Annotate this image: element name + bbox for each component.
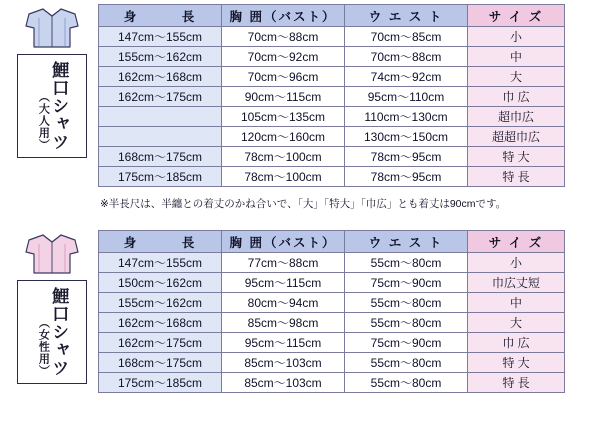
cell-bust: 70cm〜88cm bbox=[222, 27, 345, 47]
table-row bbox=[99, 47, 565, 67]
cell-bust: 95cm〜115cm bbox=[222, 273, 345, 293]
table-row bbox=[99, 107, 565, 127]
cell-height bbox=[99, 107, 222, 127]
cell-height bbox=[99, 127, 222, 147]
cell-bust: 78cm〜100cm bbox=[222, 167, 345, 187]
cell-bust: 120cm〜160cm bbox=[222, 127, 345, 147]
table-row bbox=[99, 127, 565, 147]
table-row bbox=[99, 67, 565, 87]
shirt-blue-icon bbox=[21, 6, 83, 50]
cell-size: 超超巾広 bbox=[468, 127, 565, 147]
col-header-waist: ウ エ ス ト bbox=[345, 231, 468, 253]
cell-size: 巾 広 bbox=[468, 87, 565, 107]
table-header-row bbox=[99, 5, 565, 27]
cell-size: 小 bbox=[468, 27, 565, 47]
cell-bust: 70cm〜96cm bbox=[222, 67, 345, 87]
cell-bust: 95cm〜115cm bbox=[222, 333, 345, 353]
cell-size: 巾広丈短 bbox=[468, 273, 565, 293]
cell-size: 特 長 bbox=[468, 167, 565, 187]
cell-height: 175cm〜185cm bbox=[99, 167, 222, 187]
ladies-title-main: 鯉口シャツ bbox=[49, 287, 69, 377]
col-header-bust: 胸 囲（バスト） bbox=[222, 5, 345, 27]
adult-title-box bbox=[17, 54, 87, 158]
cell-waist: 95cm〜110cm bbox=[345, 87, 468, 107]
cell-waist: 70cm〜85cm bbox=[345, 27, 468, 47]
shirt-pink-icon bbox=[21, 232, 83, 276]
cell-height: 162cm〜168cm bbox=[99, 313, 222, 333]
cell-size: 中 bbox=[468, 47, 565, 67]
table-row bbox=[99, 167, 565, 187]
adult-title-sub: （大人用） bbox=[37, 91, 50, 151]
cell-height: 147cm〜155cm bbox=[99, 253, 222, 273]
col-header-waist: ウ エ ス ト bbox=[345, 5, 468, 27]
ladies-label-column bbox=[6, 230, 98, 384]
cell-height: 162cm〜168cm bbox=[99, 67, 222, 87]
col-header-size: サ イ ズ bbox=[468, 5, 565, 27]
table-row bbox=[99, 293, 565, 313]
col-header-bust: 胸 囲（バスト） bbox=[222, 231, 345, 253]
table-header-row bbox=[99, 231, 565, 253]
cell-waist: 78cm〜95cm bbox=[345, 147, 468, 167]
cell-waist: 55cm〜80cm bbox=[345, 313, 468, 333]
cell-size: 特 大 bbox=[468, 353, 565, 373]
footnote: ※半長尺は、半纏との着丈のかね合いで、「大」「特大」「巾広」とも着丈は90cmです。 bbox=[100, 198, 507, 210]
cell-waist: 55cm〜80cm bbox=[345, 253, 468, 273]
table-row bbox=[99, 273, 565, 293]
cell-height: 162cm〜175cm bbox=[99, 333, 222, 353]
table-row bbox=[99, 353, 565, 373]
cell-height: 168cm〜175cm bbox=[99, 353, 222, 373]
table-row bbox=[99, 147, 565, 167]
cell-size: 中 bbox=[468, 293, 565, 313]
cell-height: 147cm〜155cm bbox=[99, 27, 222, 47]
table-row bbox=[99, 373, 565, 393]
col-header-size: サ イ ズ bbox=[468, 231, 565, 253]
ladies-title-box bbox=[17, 280, 87, 384]
table-row bbox=[99, 253, 565, 273]
cell-bust: 85cm〜98cm bbox=[222, 313, 345, 333]
cell-height: 168cm〜175cm bbox=[99, 147, 222, 167]
cell-size: 巾 広 bbox=[468, 333, 565, 353]
cell-height: 155cm〜162cm bbox=[99, 293, 222, 313]
cell-bust: 105cm〜135cm bbox=[222, 107, 345, 127]
cell-size: 超巾広 bbox=[468, 107, 565, 127]
cell-waist: 75cm〜90cm bbox=[345, 333, 468, 353]
cell-waist: 55cm〜80cm bbox=[345, 293, 468, 313]
cell-bust: 85cm〜103cm bbox=[222, 373, 345, 393]
cell-waist: 55cm〜80cm bbox=[345, 373, 468, 393]
cell-size: 特 長 bbox=[468, 373, 565, 393]
cell-waist: 78cm〜95cm bbox=[345, 167, 468, 187]
adult-title-main: 鯉口シャツ bbox=[49, 61, 69, 151]
table-row bbox=[99, 333, 565, 353]
cell-waist: 70cm〜88cm bbox=[345, 47, 468, 67]
col-header-height: 身 長 bbox=[99, 231, 222, 253]
cell-size: 大 bbox=[468, 67, 565, 87]
cell-size: 特 大 bbox=[468, 147, 565, 167]
ladies-size-table-block bbox=[6, 230, 565, 393]
cell-waist: 110cm〜130cm bbox=[345, 107, 468, 127]
cell-waist: 130cm〜150cm bbox=[345, 127, 468, 147]
adult-size-table bbox=[98, 4, 565, 187]
adult-label-column bbox=[6, 4, 98, 158]
cell-bust: 85cm〜103cm bbox=[222, 353, 345, 373]
cell-bust: 78cm〜100cm bbox=[222, 147, 345, 167]
cell-bust: 80cm〜94cm bbox=[222, 293, 345, 313]
ladies-size-table bbox=[98, 230, 565, 393]
cell-bust: 90cm〜115cm bbox=[222, 87, 345, 107]
col-header-height: 身 長 bbox=[99, 5, 222, 27]
cell-height: 162cm〜175cm bbox=[99, 87, 222, 107]
cell-size: 大 bbox=[468, 313, 565, 333]
ladies-title-sub: （女性用） bbox=[37, 317, 50, 377]
cell-height: 155cm〜162cm bbox=[99, 47, 222, 67]
table-row bbox=[99, 87, 565, 107]
cell-bust: 70cm〜92cm bbox=[222, 47, 345, 67]
cell-size: 小 bbox=[468, 253, 565, 273]
cell-waist: 75cm〜90cm bbox=[345, 273, 468, 293]
cell-height: 150cm〜162cm bbox=[99, 273, 222, 293]
cell-bust: 77cm〜88cm bbox=[222, 253, 345, 273]
table-row bbox=[99, 313, 565, 333]
table-row bbox=[99, 27, 565, 47]
cell-waist: 55cm〜80cm bbox=[345, 353, 468, 373]
cell-height: 175cm〜185cm bbox=[99, 373, 222, 393]
adult-size-table-block bbox=[6, 4, 565, 187]
cell-waist: 74cm〜92cm bbox=[345, 67, 468, 87]
